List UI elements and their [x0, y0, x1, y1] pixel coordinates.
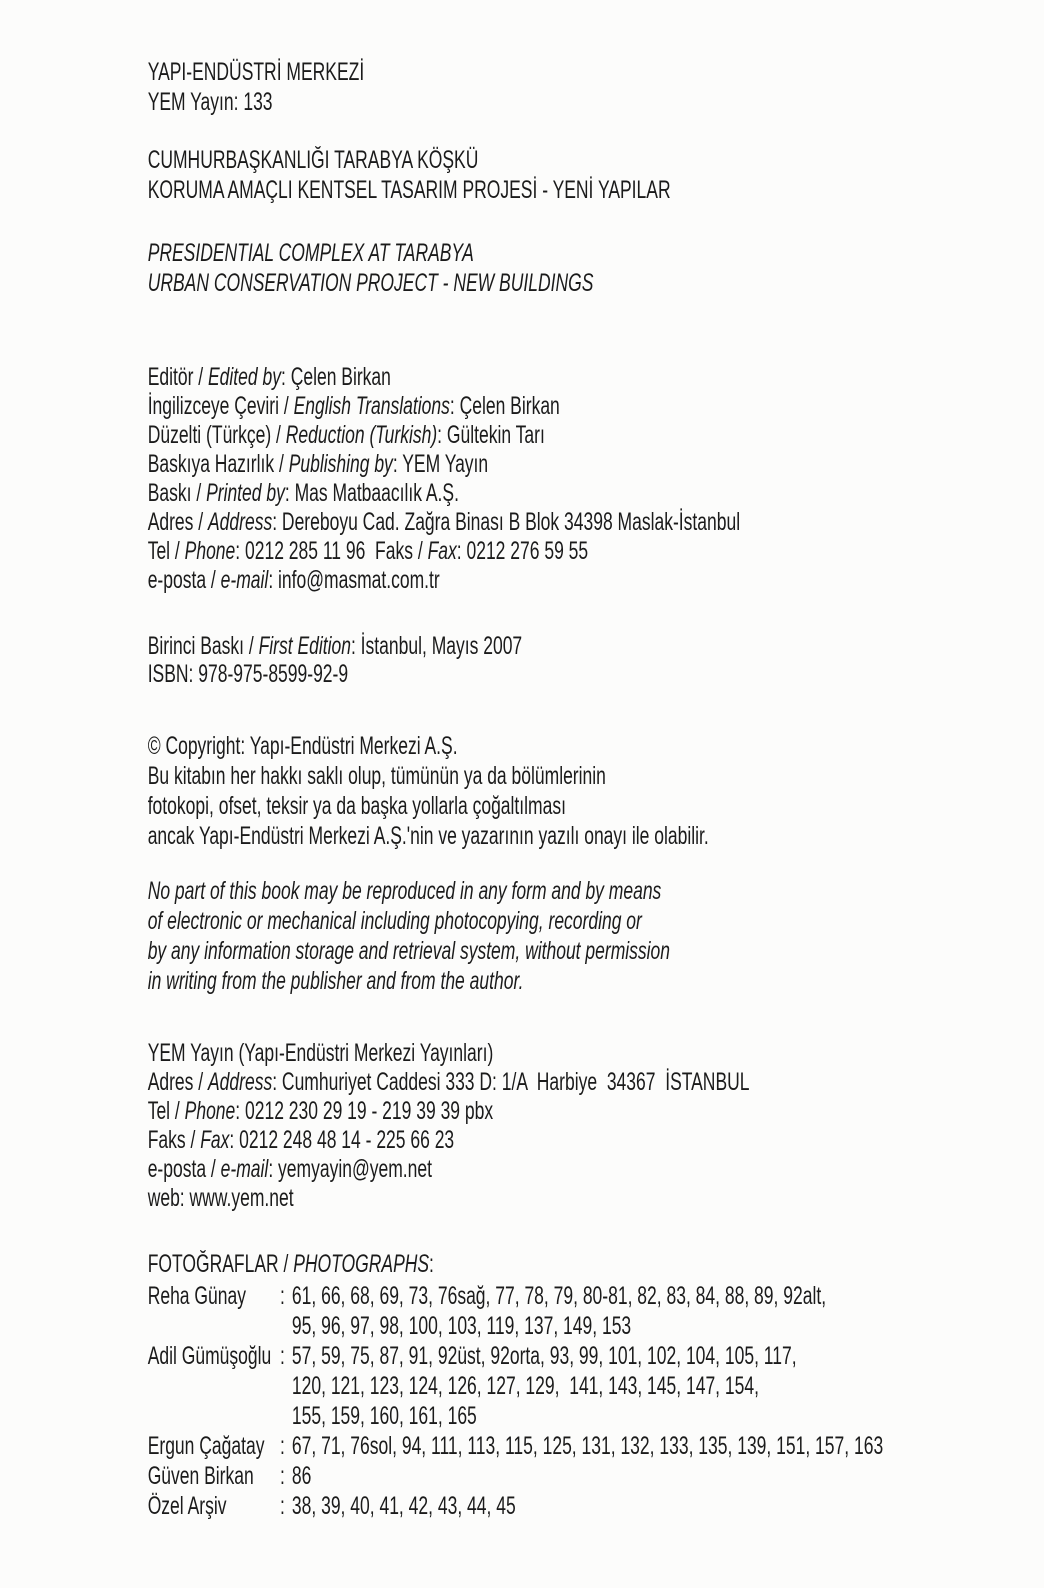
text-segment: e-posta / — [147, 1155, 221, 1183]
text-segment: Düzelti (Türkçe) / — [147, 421, 286, 449]
text-line — [148, 537, 740, 566]
text-segment: e-posta / — [147, 566, 221, 594]
italic-text-segment: Printed by — [206, 479, 285, 507]
text-segment: : 0212 248 48 14 - 225 66 23 — [229, 1126, 455, 1154]
text-segment: YAPI-ENDÜSTRİ MERKEZİ — [147, 58, 365, 86]
edition-isbn-block — [148, 632, 522, 688]
text-segment: in writing from the publisher and from the author. — [147, 967, 524, 995]
text-segment: Adres / — [147, 1068, 209, 1096]
text-line — [148, 731, 709, 761]
text-line — [148, 450, 740, 479]
text-line — [148, 1039, 750, 1068]
copyright-turkish-block — [148, 731, 709, 851]
text-line — [148, 936, 670, 966]
text-line — [148, 876, 670, 906]
text-segment: ancak Yapı-Endüstri Merkezi A.Ş.'nin ve yazarının yazılı onayı ile olabilir. — [147, 822, 709, 850]
page-numbers-line: 95, 96, 97, 98, 100, 103, 119, 137, 149, 153 — [291, 1312, 632, 1340]
text-segment: KORUMA AMAÇLI KENTSEL TASARIM PROJESİ - YENİ YAPILAR — [147, 176, 671, 204]
text-line — [148, 175, 671, 205]
photo-credit-row — [148, 1431, 883, 1461]
text-segment: Baskı / — [147, 479, 207, 507]
text-line — [148, 87, 365, 117]
copyright-english-block — [148, 876, 670, 996]
text-segment: PRESIDENTIAL COMPLEX AT TARABYA — [147, 239, 474, 267]
text-segment: Baskıya Hazırlık / — [147, 450, 289, 478]
page-numbers-line: 67, 71, 76sol, 94, 111, 113, 115, 125, 131, 132, 133, 135, 139, 151, 157, 163 — [291, 1432, 884, 1460]
text-segment: URBAN CONSERVATION PROJECT - NEW BUILDINGS — [147, 269, 594, 297]
page-numbers-line: 38, 39, 40, 41, 42, 43, 44, 45 — [291, 1492, 516, 1520]
text-segment: : 0212 230 29 19 - 219 39 39 pbx — [235, 1097, 494, 1125]
page-numbers-line: 61, 66, 68, 69, 73, 76sağ, 77, 78, 79, 80-81, 82, 83, 84, 88, 89, 92alt, — [291, 1282, 827, 1310]
photo-credit-row — [148, 1491, 883, 1521]
text-segment: Birinci Baskı / — [147, 632, 259, 660]
photographer-name: Özel Arşiv — [147, 1492, 227, 1520]
colon-separator: : — [280, 1282, 285, 1310]
text-segment: web: www.yem.net — [147, 1184, 294, 1212]
text-segment: İngilizceye Çeviri / — [147, 392, 294, 420]
photographer-name: Güven Birkan — [147, 1462, 254, 1490]
text-segment: Editör / — [147, 363, 209, 391]
text-segment: FOTOĞRAFLAR / — [147, 1250, 294, 1278]
text-segment: : 0212 276 59 55 — [456, 537, 589, 565]
text-segment: : Mas Matbaacılık A.Ş. — [284, 479, 459, 507]
text-segment: : YEM Yayın — [392, 450, 489, 478]
text-segment: : İstanbul, Mayıs 2007 — [350, 632, 523, 660]
photo-credit-row — [148, 1281, 883, 1341]
text-line — [148, 1155, 750, 1184]
text-line — [148, 1126, 750, 1155]
text-segment: : 0212 285 11 96 Faks / — [235, 537, 428, 565]
text-segment: : Cumhuriyet Caddesi 333 D: 1/A Harbiye 34367 İSTANBUL — [272, 1068, 750, 1096]
page-numbers-line: 86 — [291, 1462, 312, 1490]
page-numbers — [292, 1431, 883, 1461]
photographs-heading — [148, 1249, 434, 1279]
text-line — [148, 268, 594, 298]
text-segment: YEM Yayın (Yapı-Endüstri Merkezi Yayınları) — [147, 1039, 494, 1067]
italic-text-segment: Fax — [427, 537, 457, 565]
photographer-name: Ergun Çağatay — [147, 1432, 265, 1460]
text-segment: of electronic or mechanical including photocopying, recording or — [147, 907, 642, 935]
text-segment: YEM Yayın: 133 — [147, 88, 273, 116]
colon-separator: : — [280, 1342, 285, 1370]
text-line — [148, 508, 740, 537]
italic-text-segment: First Edition — [258, 632, 351, 660]
text-segment: Faks / — [147, 1126, 201, 1154]
credits-block — [148, 363, 740, 595]
text-line — [148, 392, 740, 421]
photo-credit-row — [148, 1341, 883, 1431]
text-line — [148, 821, 709, 851]
photographer-name: Reha Günay — [147, 1282, 246, 1310]
page-numbers — [292, 1461, 883, 1491]
text-line — [148, 906, 670, 936]
text-segment: CUMHURBAŞKANLIĞI TARABYA KÖŞKÜ — [147, 146, 479, 174]
text-segment: by any information storage and retrieval system, without permission — [147, 937, 671, 965]
photographer-name: Adil Gümüşoğlu — [147, 1342, 272, 1370]
photo-credit-row — [148, 1461, 883, 1491]
title-english-block — [148, 238, 594, 298]
colon-separator: : — [280, 1432, 285, 1460]
italic-text-segment: e-mail — [220, 566, 269, 594]
text-segment: Tel / — [147, 537, 185, 565]
text-segment: : — [429, 1250, 434, 1278]
text-line — [148, 632, 522, 660]
italic-text-segment: Edited by — [208, 363, 281, 391]
text-segment: : Gültekin Tarı — [437, 421, 545, 449]
italic-text-segment: Reduction (Turkish) — [285, 421, 438, 449]
text-line — [148, 791, 709, 821]
italic-text-segment: PHOTOGRAPHS — [293, 1250, 430, 1278]
italic-text-segment: Address — [208, 1068, 273, 1096]
title-turkish-block — [148, 145, 671, 205]
text-line — [148, 660, 522, 688]
text-segment: Tel / — [147, 1097, 185, 1125]
text-segment: : Çelen Birkan — [449, 392, 560, 420]
text-line — [148, 363, 740, 392]
text-segment: Adres / — [147, 508, 209, 536]
italic-text-segment: Fax — [200, 1126, 230, 1154]
photo-credits-table — [148, 1281, 883, 1521]
text-line — [148, 1068, 750, 1097]
text-segment: © Copyright: Yapı-Endüstri Merkezi A.Ş. — [147, 732, 458, 760]
italic-text-segment: Address — [208, 508, 273, 536]
text-line — [148, 145, 671, 175]
colon-separator: : — [280, 1462, 285, 1490]
text-segment: : info@masmat.com.tr — [268, 566, 440, 594]
text-line — [148, 566, 740, 595]
italic-text-segment: Phone — [184, 1097, 236, 1125]
text-segment: Bu kitabın her hakkı saklı olup, tümünün ya da bölümlerinin — [147, 762, 606, 790]
page-numbers — [292, 1491, 883, 1521]
colon-separator: : — [280, 1492, 285, 1520]
italic-text-segment: Phone — [184, 537, 236, 565]
page-numbers-line: 120, 121, 123, 124, 126, 127, 129, 141, 143, 145, 147, 154, — [291, 1372, 759, 1400]
page-numbers-line: 57, 59, 75, 87, 91, 92üst, 92orta, 93, 99, 101, 102, 104, 105, 117, — [291, 1342, 797, 1370]
text-line — [148, 761, 709, 791]
text-segment: : Dereboyu Cad. Zağra Binası B Blok 34398 Maslak-İstanbul — [272, 508, 741, 536]
text-segment: : yemyayin@yem.net — [268, 1155, 432, 1183]
page-numbers — [292, 1281, 883, 1341]
text-line — [148, 479, 740, 508]
text-line — [148, 421, 740, 450]
publisher-block — [148, 57, 365, 117]
text-line — [148, 1097, 750, 1126]
text-segment: fotokopi, ofset, teksir ya da başka yollarla çoğaltılması — [147, 792, 566, 820]
text-line — [148, 238, 594, 268]
text-line — [148, 966, 670, 996]
italic-text-segment: e-mail — [220, 1155, 269, 1183]
italic-text-segment: English Translations — [293, 392, 450, 420]
page-numbers — [292, 1341, 883, 1431]
text-line — [148, 1184, 750, 1213]
italic-text-segment: Publishing by — [288, 450, 393, 478]
text-segment: No part of this book may be reproduced in any form and by means — [147, 877, 662, 905]
text-line — [148, 57, 365, 87]
page-numbers-line: 155, 159, 160, 161, 165 — [291, 1402, 477, 1430]
text-segment: ISBN: 978-975-8599-92-9 — [147, 660, 349, 688]
yem-contact-block — [148, 1039, 750, 1213]
text-segment: : Çelen Birkan — [280, 363, 391, 391]
